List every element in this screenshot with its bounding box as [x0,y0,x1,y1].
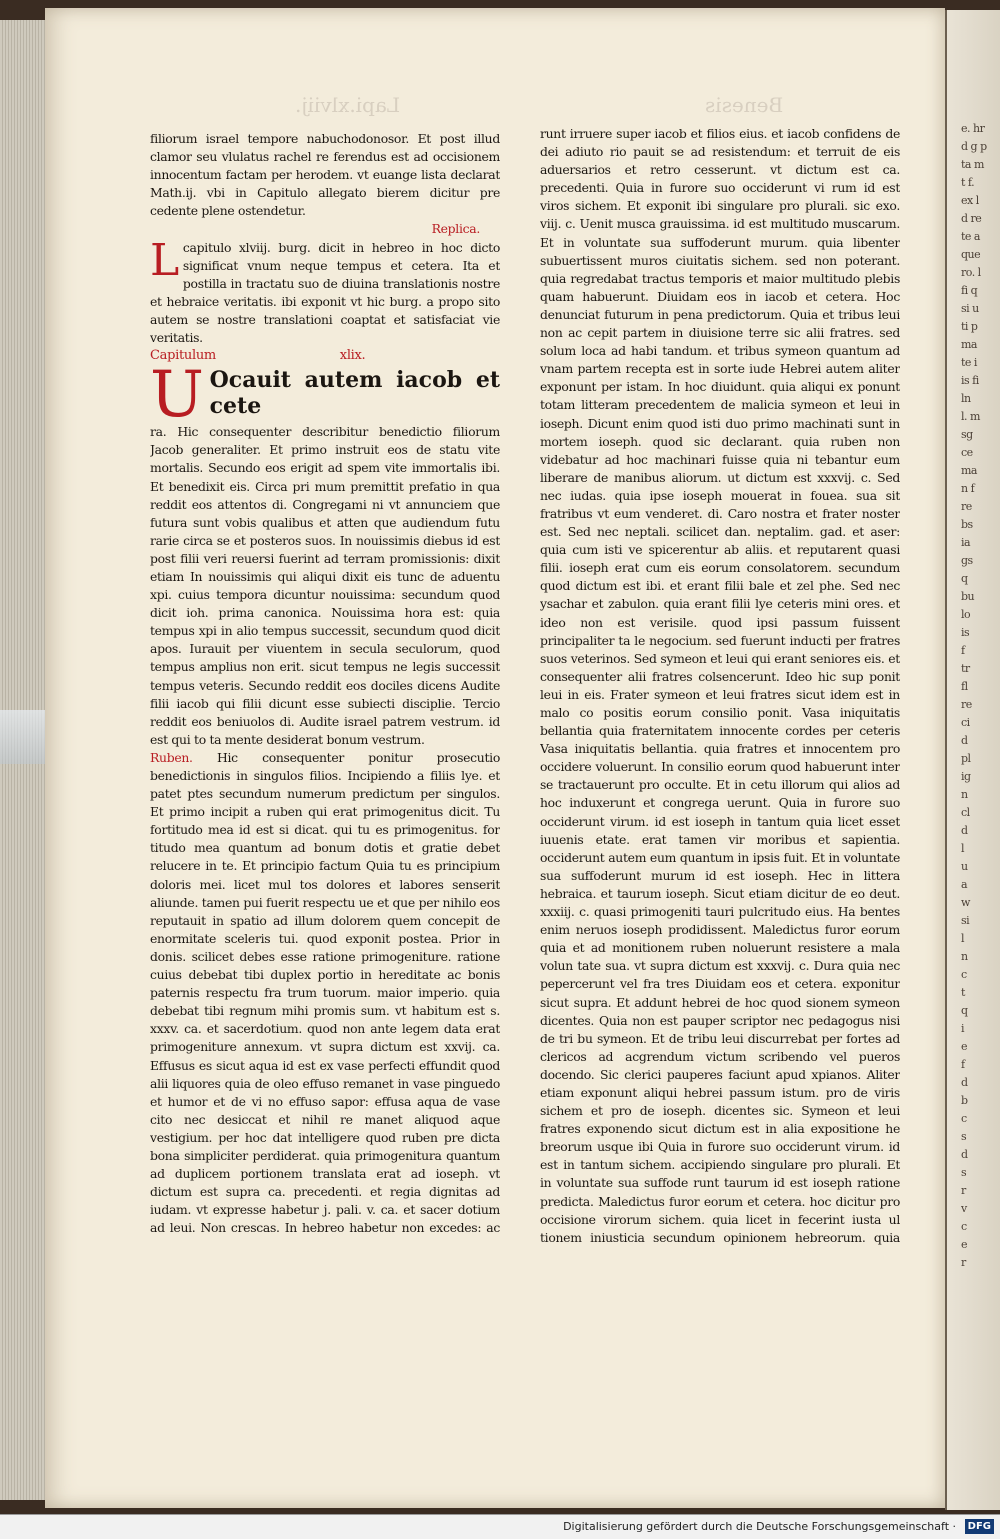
show-through-header-right: Benesis [705,93,784,117]
paragraph: ra. Hic consequenter describitur benedictio filiorum Jacob generaliter. Et primo instruit eos de statu vite mortalis. Secundo eos erigit ad spem vite immortalis ibi. Et benedixit eis. Circa pri mum premittit prefatio in qua reddit eos attentos di. Congregami ni vt annunciem que futura sunt vobis qualibus et atten que audiendum futu rarie circa se et posteros suos. In nouissimis diebus id est post filii veri reuersi fuerint ad terram promissionis: dixit etiam In nouissimis qui aliqui dixit eis tunc de aduentu xpi. cuius tempora dicuntur nouissima: secundum quod dicit ioh. prima canonica. Nouissima hora est: quia tempus xpi in alio tempus successit, secundum quod dicit apos. Iurauit per viuentem in secula seculorum, quod tempus amplius non erit. sicut tempus ne legis successit tempus veteris. Secundo reddit eos dociles dicens Audite filii iacob qui filii dicunt esse subiecti disciplie. Tercio reddit eos beniuolos di. Audite israel patrem vestrum. id est qui to ta mente desiderat bonum vestrum. [150,424,500,747]
initial-letter-u: U [150,358,204,433]
facing-page-text-fragment: e. hr d g p ta m t f. ex l d re te a que ro. l fi q si u ti p ma te i is fi ln l. m sg ce ma n f re bs ia gs q bu lo is f tr fl re ci d pl ig n cl d l u a w si l n c t q i e f d b c s d s r v c e r [961,122,987,1269]
paragraph: capitulo xlviij. burg. dicit in hebreo in hoc dicto significat vnum neque tempus et cetera. Ita et postilla in tractatu suo de diuina translationis nostre et hebraice veritatis. ibi exponit vt hic burg. a propo sito autem se nostre translationi coaptat et satisfaciat vie veritatis. [150,239,500,346]
footer-text: Digitalisierung gefördert durch die Deutsche Forschungsgemeinschaft · [563,1520,956,1533]
paragraph: filiorum israel tempore nabuchodonosor. Et post illud clamor seu vlulatus rachel re ferendus est ad occisionem innocentum factam per herodem. vt euange lista declarat Math.ij. vbi in Capitulo allegato bierem dicitur pre cedente plene ostendetur. [150,131,500,219]
capitulum-number: xlix. [339,348,366,364]
paragraph: Hic consequenter ponitur prosecutio benedictionis in singulos filios. Incipiendo a filiis lye. et patet ptes secundum numerum predictum per singulos. Et primo incipit a ruben qui erat primogenitus dicit. Tu fortitudo mea id est si dicat. qui tu es primogenitus. for titudo mea quantum ad bonum dotis et gratie debet relucere in te. Et principio factum Quia tu es principium doloris mei. licet mul tos dolores et labores senserit aliunde. tamen pui fuerit respectu ue et que per nihilo eos reputauit in spatio ad illum dolorem quem concepit de enormitate sceleris tui. quod exponit postea. Prior in donis. scilicet debes esse ratione primogeniture. ratione cuius debebat tibi duplex portio in hereditate ac bonis paternis respectu fra trum tuorum. maior imperio. quia debebat tibi regnum mihi promis sum. vt habitum est s. xxxv. ca. et sacerdotium. quod non ante legem data erat primogeniture annexum. vt supra dictum est xxvij. ca. Effusus es sicut aqua id est ex vase perfecti effundit quod alii liquores quia de oleo effuso remanet in vase pinguedo et humor et de vi no effuso sapor: effusa aqua de vase cito nec desiccat et nihil re manet aliquod aque vestigium. per hoc dat intelligere quod ruben pre dicta bona simpliciter perdiderat. quia primogenitura quantum ad duplicem portionem translata erat ad ioseph. vt dictum est supra ca. precedenti. et regia dignitas ad iudam. vt expresse habetur j. pali. v. ca. et sacer dotium ad leui. Non crescas. In hebreo habetur non excedes: ac [150,749,500,1236]
chapter-incipit: Ocauit autem iacob et cete [209,367,500,420]
rubric-replica: Replica. [431,221,480,237]
right-text-column [540,125,900,1245]
digitization-footer [0,1514,1000,1539]
paragraph: runt irruere super iacob et filios eius. et iacob confidens de dei adiuto rio pauit se ad resistendum: et terruit de eis aduersarios et retro cesserunt. vt dictum est ca. precedenti. Quia in furore suo occiderunt vi rum id est viros sichem. Et exponit ibi singulare pro plurali. sic exo. viij. c. Uenit musca grauissima. id est multitudo muscarum. Et in voluntate sua suffoderunt murum. quia libenter subuertissent muros ciuitatis sichem. sed non poterant. quia regredabat tractus temporis et maior multitudo plebis quam habuerunt. Diuidam eos in iacob et cetera. Hoc denunciat futurum in pena predictorum. Quia et tribus leui non ac cepit partem in diuisione terre sic alii fratres. sed solum loca ad habi tandum. et tribus symeon quantum ad vnam partem recepta est in sorte iude Hebrei autem aliter exponunt per istam. In hoc diuidunt. quia aliqui ex ponunt totam litteram precedentem de malicia symeon et leui in ioseph. Dicunt enim quod isti duo primo machinati sunt in mortem ioseph. quod sic declarant. quia ruben non videbatur ad hoc machinari fuisse quia ni tebantur eum liberare de manibus aliorum. ut dictum est xxxvij. c. Sed nec iudas. quia ipse ioseph mouerat in fouea. sua sit fratribus vt eum venderet. di. Caro nostra et frater noster est. Sed nec neptali. scilicet dan. neptalim. gad. et aser: quia cum isti ve spicerentur ab aliis. et reputarent quasi filii. ioseph erat cum eis eorum consolatorem. secundum quod dictum est ibi. et erant filii bale et zel phe. Sed nec ysachar et zabulon. quia erant filii lye ceteris mini ores. et ideo non est verisile. quod ipsi passum fuissent principaliter ta le negocium. sed fuerunt inducti per fratres suos veterinos. Sed symeon et leui qui erant seniores eis. et consequenter alii fratres colsencerunt. Ideo hic sup ponit leui in eis. Frater symeon et leui fratres sicut idem est in malo co positis eorum consilio ponit. Vasa iniquitatis bellantia quia fraternitatem innocente cordes per ceteris Vasa iniquitatis bellantia. quia fratres et innocentem pro occidere voluerunt. In consilio eorum quod habuerunt inter se tractauerunt pro occulte. Et in cetu illorum qui alios ad hoc induxerunt et congrega uerunt. Quia in furore suo occiderunt virum. id est ioseph in tantum quia licet esset iuuenis etate. erat tamen vir moribus et sapientia. occiderunt autem eum quantum in ipsis fuit. Et in voluntate sua suffoderunt murum id est ioseph. Hec in littera hebraica. et taurum ioseph. Sicut etiam dicitur de eo deut. xxxiij. c. quasi primogeniti tauri pulcritudo eius. Ha bentes enim neruos ioseph prodidissent. Maledictus furor eorum quia et ad monitionem ruben noluerunt resistere a mala volun tate sua. vt supra dictum est xxxvij. c. Dura quia nec pepercerunt vel fra tres Diuidam eos et cetera. exponitur sicut supra. Et addunt hebrei de hoc quod sionem symeon dicentes. Quia non est pauper scriptor nec pedagogus nisi de tri bu symeon. Et de tribu leui discurrebat per fortes ad clericos ad acgrendum victum scribendo vel pueros docendo. Sic clerici pauperes faciunt apud xpianos. Aliter etiam exponunt aliqui hebrei passum istum. pro de viris sichem et pro de ioseph. dicentes sic. Symeon et leui fratres exponendo sicut dictum est in alia expositione he breorum usque ibi Quia in furore suo occiderunt virum. id est in tantum sichem. accipiendo singulare pro plurali. Et in voluntate sua suffode runt taurum id est ioseph ratione predicta. Maledictus furor eorum et cetera. hoc dicitur pro occisione virorum sichem. quia licet in fecerint iusta ul tionem iniusticia secundum opinionem hebreorum. quia [540,126,900,1245]
show-through-header-left: Lapi.xlviij. [295,93,401,117]
left-text-column [150,130,500,1240]
capitulum-label: Capitulum [150,348,216,364]
dfg-logo: DFG [965,1519,994,1534]
facing-page-edge [945,10,1000,1510]
initial-letter: L [150,234,179,286]
rubric-ruben: Ruben. [150,749,193,765]
